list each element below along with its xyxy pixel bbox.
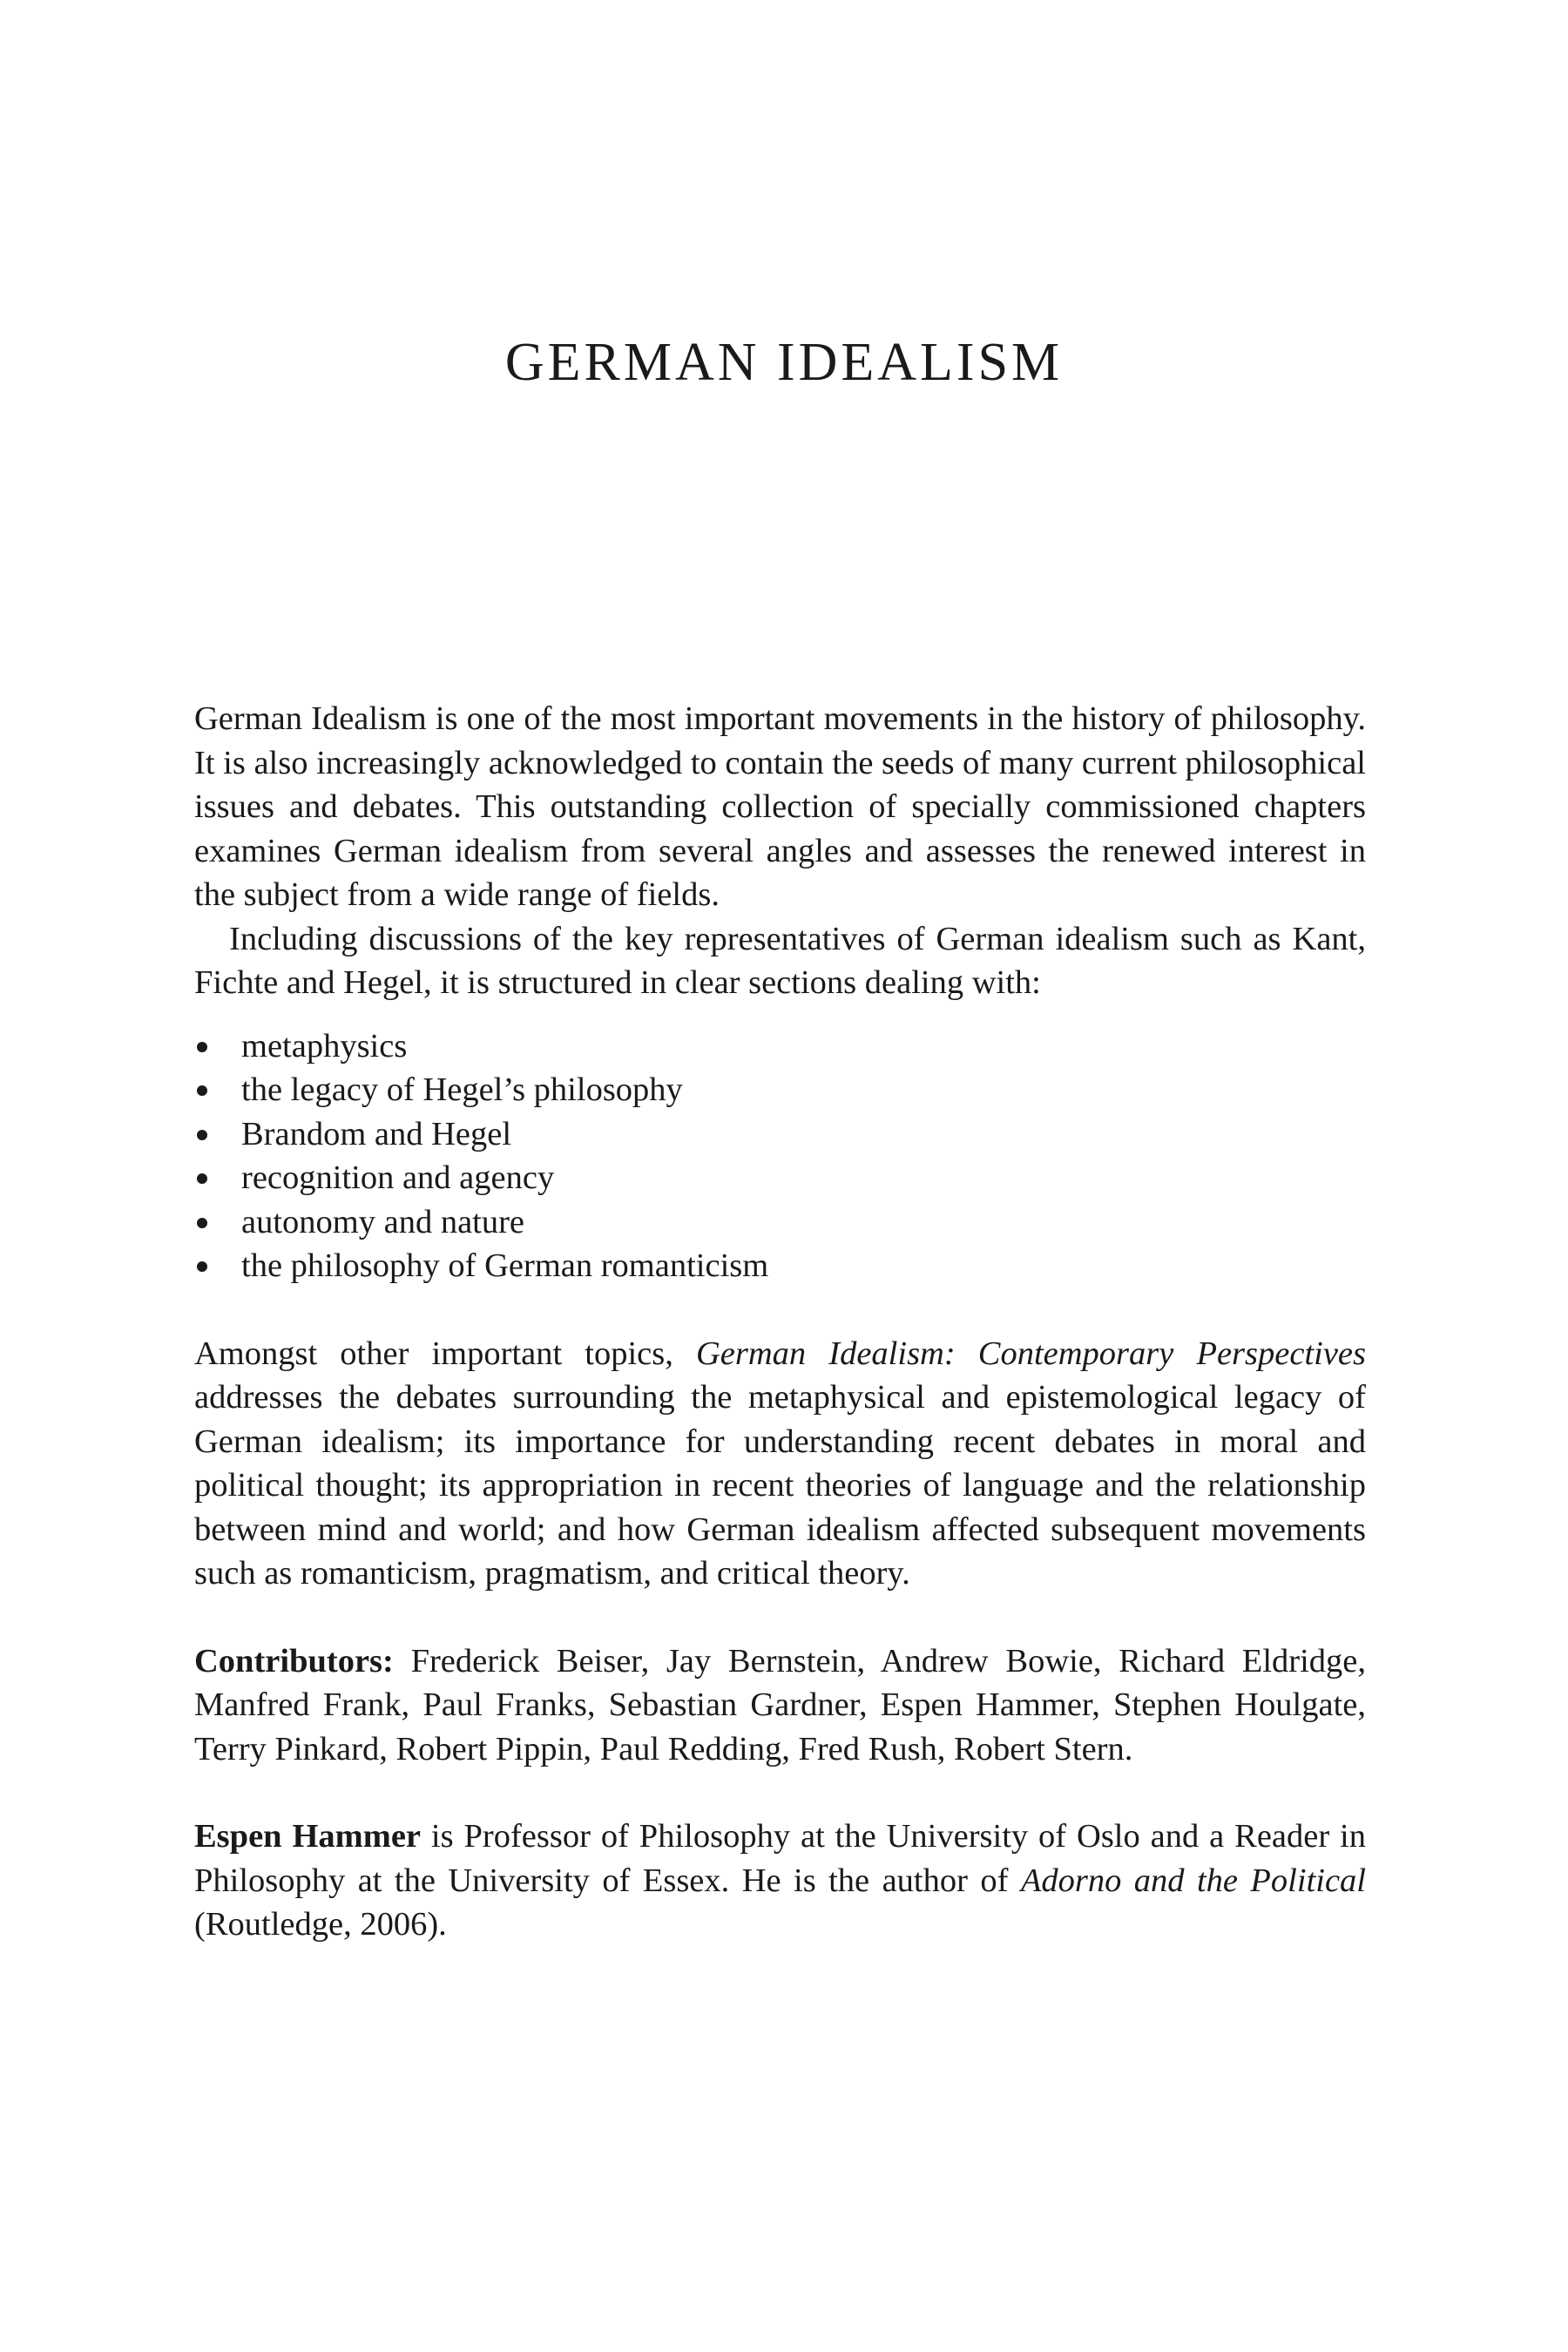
structure-paragraph: Including discussions of the key representatives of German idealism such as Kant, Fichte and Hegel, it is structured in clear sections dealing with: [194,920,1366,1001]
list-item [194,1156,1366,1200]
topics-paragraph [194,1332,1366,1596]
contributors-label: Contributors: [194,1642,394,1680]
list-item-text: autonomy and nature [241,1203,525,1240]
contributors-names: Frederick Beiser, Jay Bernstein, Andrew Bowie, Richard Eldridge, Manfred Frank, Paul Franks, Sebastian Gardner, Espen Hammer, Stephen Houlgate, Terry Pinkard, Robert Pippin, Paul Redding, Fred Rush, Robert Stern. [194,1642,1366,1767]
list-item [194,1112,1366,1157]
book-description [194,697,1366,1947]
contributors-paragraph [194,1639,1366,1772]
list-item-text: Brandom and Hegel [241,1115,512,1152]
bullet-icon [197,1173,207,1184]
bullet-icon [197,1261,207,1272]
list-item-text: the legacy of Hegel’s philosophy [241,1071,683,1108]
bullet-icon [197,1218,207,1228]
list-item [194,1068,1366,1112]
list-item-text: the philosophy of German romanticism [241,1247,769,1284]
editor-paragraph [194,1815,1366,1947]
editor-name: Espen Hammer [194,1818,421,1855]
editor-bio: is Professor of Philosophy at the University of Oslo and a Reader in Philosophy at the University of Essex. He is the author of [194,1818,1367,1899]
section-list [194,1024,1366,1288]
topics-lead: Amongst other important topics, [194,1335,673,1372]
list-item [194,1200,1366,1245]
list-item [194,1244,1366,1288]
bullet-icon [197,1130,207,1140]
editor-publisher: (Routledge, 2006). [194,1906,447,1943]
intro-paragraph: German Idealism is one of the most important movements in the history of philosophy. It is also increasingly acknowledged to contain the seeds of many current philosophical issues and debates. This outstanding collection of specially commissioned chapters examines German idealism from several angles and assesses the renewed interest in the subject from a wide range of fields. [194,700,1366,913]
bullet-icon [197,1085,207,1096]
list-item-text: recognition and agency [241,1159,555,1196]
topics-rest: addresses the debates surrounding the metaphysical and epistemological legacy of German idealism; its importance for understanding recent debates in moral and political thought; its appropriation in recent theories of language and the relationship between mind and world; and how German idealism affected subsequent movements such as romanticism, pragmatism, and critical theory. [194,1379,1366,1592]
page-title: GERMAN IDEALISM [504,333,1064,392]
bullet-icon [197,1042,207,1052]
editor-book-title: Adorno and the Political [1020,1862,1367,1899]
book-title: German Idealism: Contemporary Perspectives [695,1335,1366,1372]
list-item [194,1024,1366,1069]
list-item-text: metaphysics [241,1027,408,1064]
